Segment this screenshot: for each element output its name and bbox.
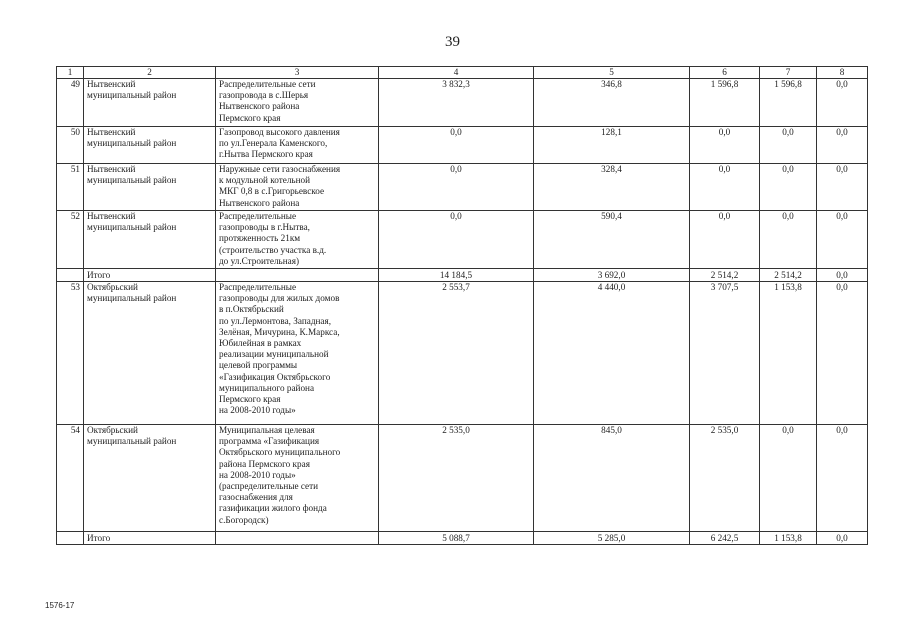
- total-value: 6 242,5: [690, 532, 760, 545]
- page-number: 39: [445, 34, 460, 50]
- total-row: [57, 532, 868, 545]
- value-cell: 1 153,8: [760, 282, 817, 425]
- value-cell: 1 596,8: [760, 79, 817, 127]
- table-row: [57, 282, 868, 425]
- row-number: 52: [57, 211, 84, 269]
- value-cell: 0,0: [817, 211, 868, 269]
- value-cell: 0,0: [817, 282, 868, 425]
- column-header: 3: [216, 67, 379, 79]
- empty-cell: [57, 532, 84, 545]
- total-value: 0,0: [817, 532, 868, 545]
- row-number: 49: [57, 79, 84, 127]
- value-cell: 0,0: [760, 211, 817, 269]
- value-cell: 0,0: [760, 164, 817, 211]
- total-value: 0,0: [817, 269, 868, 282]
- district-cell: Нытвенский муниципальный район: [84, 211, 216, 269]
- description-cell: Муниципальная целевая программа «Газификация Октябрьского муниципального района Пермского края на 2008-2010 годы» (распределительные сети газоснабжения для газификации жилого фонда с.Богородск): [216, 425, 379, 532]
- total-value: 1 153,8: [760, 532, 817, 545]
- description-cell: Распределительные газопроводы для жилых домов в п.Октябрьский по ул.Лермонтова, Западная, Зелёная, Мичурина, К.Маркса, Юбилейная в рамках реализации муниципальной целевой программы «Газификация Октябрьского муниципального района Пермского края на 2008-2010 годы»: [216, 282, 379, 425]
- value-cell: 0,0: [760, 425, 817, 532]
- value-cell: 346,8: [534, 79, 690, 127]
- value-cell: 3 832,3: [379, 79, 534, 127]
- total-value: 2 514,2: [690, 269, 760, 282]
- row-number: 51: [57, 164, 84, 211]
- total-value: 3 692,0: [534, 269, 690, 282]
- empty-cell: [216, 269, 379, 282]
- table-row: [57, 425, 868, 532]
- district-cell: Нытвенский муниципальный район: [84, 79, 216, 127]
- value-cell: 845,0: [534, 425, 690, 532]
- column-header: 2: [84, 67, 216, 79]
- value-cell: 328,4: [534, 164, 690, 211]
- table-row: [57, 79, 868, 127]
- value-cell: 3 707,5: [690, 282, 760, 425]
- value-cell: 0,0: [379, 127, 534, 164]
- value-cell: 128,1: [534, 127, 690, 164]
- total-value: 5 285,0: [534, 532, 690, 545]
- total-label: Итого: [84, 532, 216, 545]
- district-cell: Нытвенский муниципальный район: [84, 164, 216, 211]
- value-cell: 0,0: [690, 164, 760, 211]
- value-cell: 0,0: [817, 425, 868, 532]
- column-header: 6: [690, 67, 760, 79]
- total-label: Итого: [84, 269, 216, 282]
- empty-cell: [216, 532, 379, 545]
- table-row: [57, 211, 868, 269]
- table-row: [57, 164, 868, 211]
- description-cell: Газопровод высокого давления по ул.Генерала Каменского, г.Нытва Пермского края: [216, 127, 379, 164]
- row-number: 53: [57, 282, 84, 425]
- value-cell: 0,0: [760, 127, 817, 164]
- table-row: [57, 127, 868, 164]
- value-cell: 0,0: [690, 127, 760, 164]
- district-cell: Октябрьский муниципальный район: [84, 282, 216, 425]
- description-cell: Распределительные газопроводы в г.Нытва, протяженность 21км (строительство участка в.д. до ул.Строительная): [216, 211, 379, 269]
- total-value: 5 088,7: [379, 532, 534, 545]
- table-header-row: [57, 67, 868, 79]
- value-cell: 1 596,8: [690, 79, 760, 127]
- description-cell: Распределительные сети газопровода в с.Шерья Нытвенского района Пермского края: [216, 79, 379, 127]
- value-cell: 0,0: [817, 79, 868, 127]
- column-header: 5: [534, 67, 690, 79]
- total-row: [57, 269, 868, 282]
- description-cell: Наружные сети газоснабжения к модульной котельной МКГ 0,8 в с.Григорьевское Нытвенского района: [216, 164, 379, 211]
- column-header: 7: [760, 67, 817, 79]
- row-number: 50: [57, 127, 84, 164]
- column-header: 4: [379, 67, 534, 79]
- total-value: 2 514,2: [760, 269, 817, 282]
- district-cell: Нытвенский муниципальный район: [84, 127, 216, 164]
- value-cell: 0,0: [690, 211, 760, 269]
- value-cell: 0,0: [379, 211, 534, 269]
- column-header: 8: [817, 67, 868, 79]
- total-value: 14 184,5: [379, 269, 534, 282]
- column-header: 1: [57, 67, 84, 79]
- empty-cell: [57, 269, 84, 282]
- row-number: 54: [57, 425, 84, 532]
- value-cell: 0,0: [379, 164, 534, 211]
- district-cell: Октябрьский муниципальный район: [84, 425, 216, 532]
- footer-code: 1576-17: [45, 601, 75, 610]
- value-cell: 0,0: [817, 127, 868, 164]
- budget-table: [56, 66, 868, 545]
- value-cell: 2 553,7: [379, 282, 534, 425]
- value-cell: 4 440,0: [534, 282, 690, 425]
- value-cell: 590,4: [534, 211, 690, 269]
- value-cell: 2 535,0: [690, 425, 760, 532]
- value-cell: 0,0: [817, 164, 868, 211]
- value-cell: 2 535,0: [379, 425, 534, 532]
